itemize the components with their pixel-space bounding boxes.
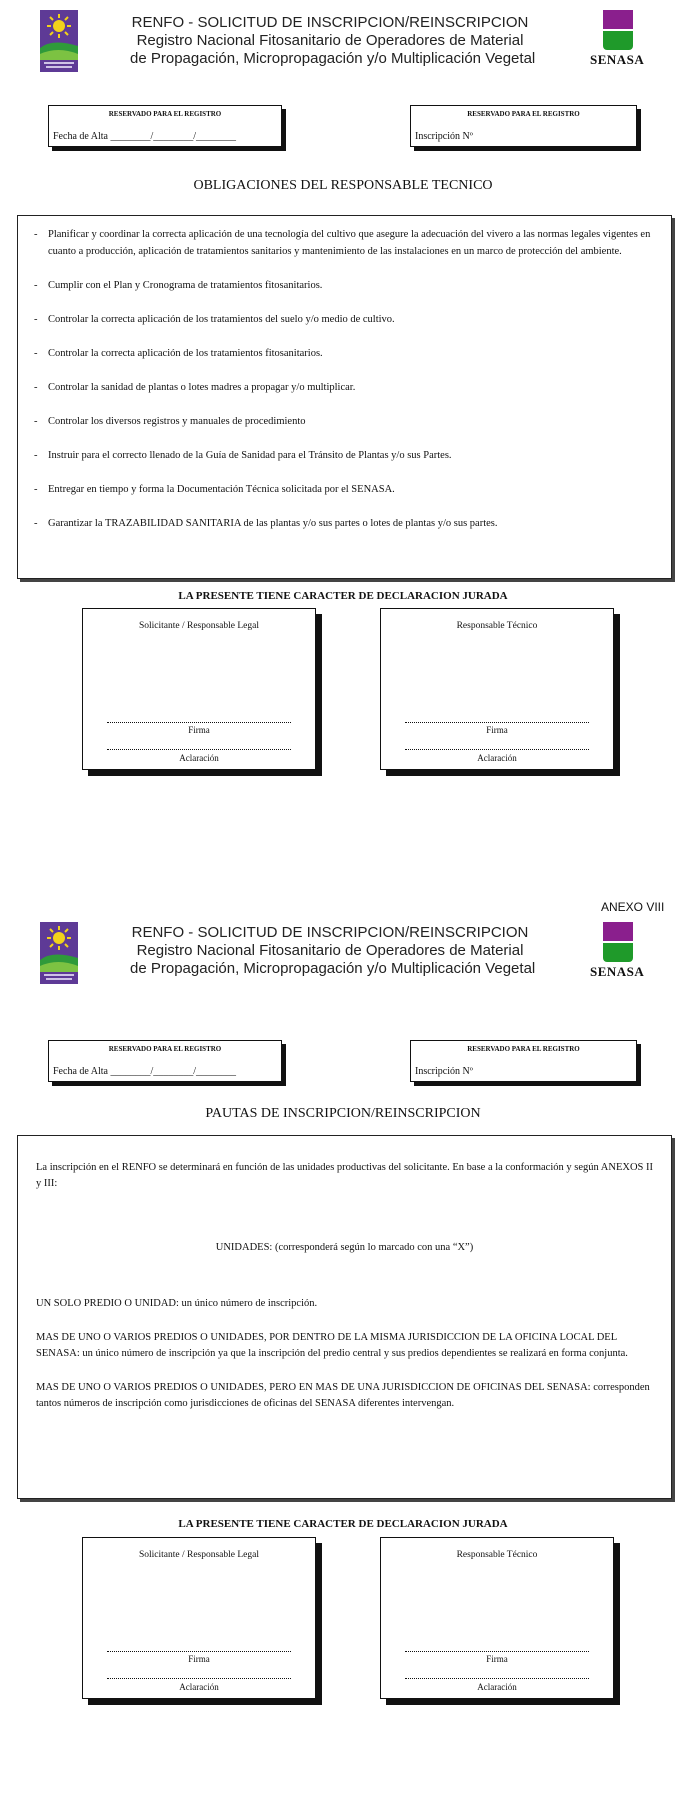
obligation-item: - Controlar la sanidad de plantas o lotes madres a propagar y/o multiplicar.: [34, 379, 655, 396]
header-line-2: Registro Nacional Fitosanitario de Operadores de Material: [136, 942, 524, 959]
declaration-text: LA PRESENTE TIENE CARACTER DE DECLARACION JURADA: [178, 590, 508, 602]
senasa-flag-icon: [603, 10, 633, 48]
firma-label: Firma: [486, 725, 508, 735]
aclaracion-line[interactable]: [107, 749, 291, 750]
pauta-item-lead: MAS DE UNO O VARIOS PREDIOS O UNIDADES, PERO EN MAS DE UNA JURISDICCION DE OFICINAS DEL SENASA:: [36, 1382, 591, 1393]
form-header: [130, 924, 536, 978]
aclaracion-label: Aclaración: [477, 1682, 517, 1692]
obligation-item: - Controlar la correcta aplicación de los tratamientos fitosanitarios.: [34, 345, 655, 362]
reserved-title: RESERVADO PARA EL REGISTRO: [467, 110, 580, 118]
header-line-2: Registro Nacional Fitosanitario de Operadores de Material: [136, 32, 524, 49]
pauta-item-text: corresponden tantos números de inscripción como jurisdicciones de oficinas del SENASA diferentes intervengan.: [36, 1382, 650, 1409]
inscripcion-number-field[interactable]: Inscripción Nº: [415, 131, 473, 142]
aclaracion-line[interactable]: [405, 749, 589, 750]
pauta-item: [36, 1330, 653, 1362]
aclaracion-label: Aclaración: [477, 753, 517, 763]
signature-box-title: Solicitante / Responsable Legal: [138, 621, 260, 631]
reserved-title: RESERVADO PARA EL REGISTRO: [108, 110, 222, 118]
anexo-label: ANEXO VIII: [601, 900, 665, 914]
form-header: [130, 14, 536, 68]
inscripcion-number-field[interactable]: Inscripción Nº: [415, 1066, 473, 1077]
pauta-item-lead: MAS DE UNO O VARIOS PREDIOS O UNIDADES, POR DENTRO DE LA MISMA JURISDICCION DE LA OFICINA LOCAL DEL SENASA:: [36, 1332, 617, 1359]
signature-box-title: Solicitante / Responsable Legal: [138, 1550, 260, 1560]
firma-line[interactable]: [107, 1651, 291, 1652]
firma-line[interactable]: [405, 722, 589, 723]
aclaracion-label: Aclaración: [179, 753, 219, 763]
firma-line[interactable]: [405, 1651, 589, 1652]
firma-label: Firma: [188, 725, 210, 735]
reserved-title: RESERVADO PARA EL REGISTRO: [108, 1045, 222, 1053]
obligation-item: - Controlar los diversos registros y manuales de procedimiento: [34, 413, 655, 430]
obligations-box: [17, 215, 672, 579]
pauta-item-text: un único número de inscripción ya que la inscripción del predio central y sus predios dependientes se realizará en forma conjunta.: [79, 1348, 628, 1359]
firma-label: Firma: [486, 1654, 508, 1664]
obligation-item: - Cumplir con el Plan y Cronograma de tratamientos fitosanitarios.: [34, 277, 655, 294]
aclaracion-line[interactable]: [405, 1678, 589, 1679]
inta-logo: [40, 922, 78, 984]
signature-box-solicitante: [82, 1537, 316, 1699]
obligation-item: - Instruir para el correcto llenado de la Guía de Sanidad para el Tránsito de Plantas y/o sus Partes.: [34, 447, 655, 464]
obligations-list: [34, 226, 655, 532]
inta-logo: [40, 10, 78, 72]
reserved-box-inscripcion: [410, 105, 637, 147]
declaration-text: LA PRESENTE TIENE CARACTER DE DECLARACION JURADA: [178, 1518, 508, 1530]
firma-label: Firma: [188, 1654, 210, 1664]
pautas-box: [17, 1135, 672, 1499]
reserved-box-fecha: [48, 1040, 282, 1082]
signature-box-tecnico: [380, 608, 614, 770]
signature-box-tecnico: [380, 1537, 614, 1699]
signature-box-title: Responsable Técnico: [456, 621, 538, 631]
fecha-alta-field[interactable]: Fecha de Alta ________/________/________: [53, 131, 237, 142]
obligation-item: - Garantizar la TRAZABILIDAD SANITARIA de las plantas y/o sus partes o lotes de plantas y/o sus partes.: [34, 515, 655, 532]
obligation-item: - Controlar la correcta aplicación de los tratamientos del suelo y/o medio de cultivo.: [34, 311, 655, 328]
pauta-item: [36, 1296, 653, 1312]
section-title: OBLIGACIONES DEL RESPONSABLE TECNICO: [193, 178, 493, 193]
header-line-1: RENFO - SOLICITUD DE INSCRIPCION/REINSCRIPCION: [131, 14, 529, 31]
obligation-item: - Entregar en tiempo y forma la Documentación Técnica solicitada por el SENASA.: [34, 481, 655, 498]
pauta-item: [36, 1380, 653, 1412]
fecha-alta-field[interactable]: Fecha de Alta ________/________/________: [53, 1066, 237, 1077]
header-line-1: RENFO - SOLICITUD DE INSCRIPCION/REINSCRIPCION: [131, 924, 529, 941]
pautas-intro: La inscripción en el RENFO se determinará en función de las unidades productivas del solicitante. En base a la conformación y según ANEXOS II y III:: [36, 1162, 653, 1189]
pauta-item-text: un único número de inscripción.: [178, 1298, 318, 1309]
aclaracion-label: Aclaración: [179, 1682, 219, 1692]
units-heading: UNIDADES: (corresponderá según lo marcado con una “X”): [215, 1242, 474, 1253]
obligation-item: - Planificar y coordinar la correcta aplicación de una tecnología del cultivo que asegure la adecuación del vivero a las normas legales vigentes en cuanto a producción, aplicación de tratamientos sanitarios y mantenimiento de las instalaciones en un marco de protección del ambiente.: [34, 226, 655, 260]
senasa-flag-icon: [603, 922, 633, 960]
reserved-title: RESERVADO PARA EL REGISTRO: [467, 1045, 580, 1053]
section-title: PAUTAS DE INSCRIPCION/REINSCRIPCION: [205, 1106, 481, 1121]
senasa-brand: SENASA: [590, 52, 645, 67]
firma-line[interactable]: [107, 722, 291, 723]
aclaracion-line[interactable]: [107, 1678, 291, 1679]
reserved-box-fecha: [48, 105, 282, 147]
signature-box-title: Responsable Técnico: [456, 1550, 538, 1560]
reserved-box-inscripcion: [410, 1040, 637, 1082]
signature-box-solicitante: [82, 608, 316, 770]
header-line-3: de Propagación, Micropropagación y/o Multiplicación Vegetal: [130, 960, 536, 977]
pauta-item-lead: UN SOLO PREDIO O UNIDAD:: [36, 1298, 179, 1309]
header-line-3: de Propagación, Micropropagación y/o Multiplicación Vegetal: [130, 50, 536, 67]
senasa-brand: SENASA: [590, 964, 645, 979]
